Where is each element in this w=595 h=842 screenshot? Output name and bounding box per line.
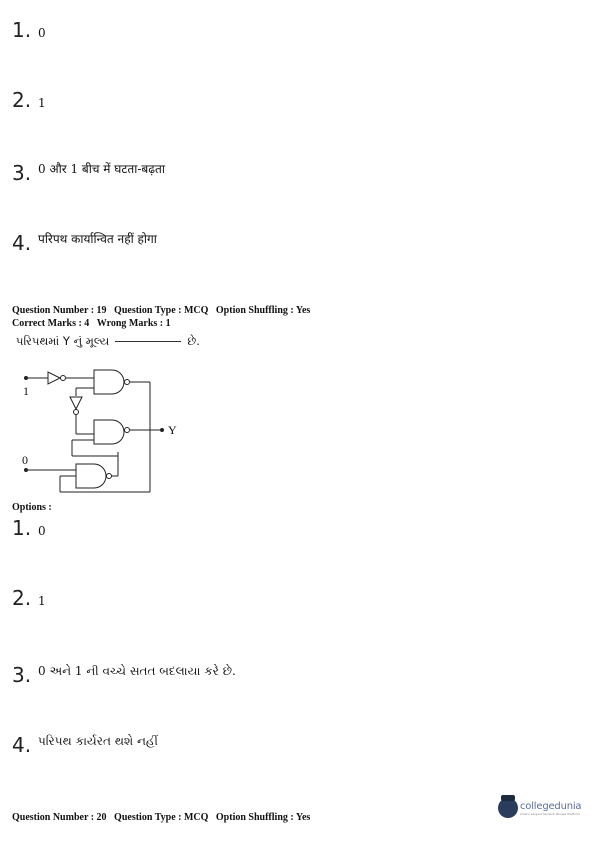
input-b-label: 0 (22, 453, 28, 467)
option-number: 1. (12, 516, 32, 540)
prev-option-2 (12, 88, 46, 112)
option-number: 1. (12, 18, 32, 42)
correct-marks: Correct Marks : 4 (12, 318, 90, 329)
option-text: 0 (38, 26, 46, 40)
option-number: 2. (12, 586, 32, 610)
option-number: 3. (12, 161, 32, 185)
options-heading: Options : (12, 502, 52, 513)
wrong-marks: Wrong Marks : 1 (96, 318, 171, 329)
prev-option-1 (12, 18, 46, 42)
option-2 (12, 586, 46, 610)
option-text: परिपथ कार्यान्वित नहीं होगा (38, 232, 157, 246)
option-text: 0 (38, 524, 46, 538)
option-number: 4. (12, 231, 32, 255)
option-text: 0 અને 1 ની વચ્ચે સતત બદલાયા કરે છે. (38, 664, 236, 678)
question-meta-line-2 (12, 318, 171, 329)
option-4 (12, 726, 158, 757)
question-prefix: પરિપથમાં Y નું મૂલ્ય (16, 334, 110, 348)
option-1 (12, 516, 46, 540)
prev-option-3 (12, 154, 165, 185)
logo-text (520, 801, 581, 816)
output-y-label: Y (168, 423, 177, 437)
question-meta-line-1 (12, 305, 310, 316)
option-3 (12, 656, 236, 687)
question-meta-line-1 (12, 812, 310, 823)
option-number: 2. (12, 88, 32, 112)
logo-name: collegedunia (520, 800, 582, 812)
logic-circuit-diagram (18, 364, 198, 494)
question-suffix: છે. (187, 334, 200, 348)
question-text (16, 334, 200, 349)
option-text: પરિપથ કાર્યરત થશે નહીં (38, 734, 158, 748)
option-text: 1 (38, 96, 46, 110)
answer-blank (115, 341, 181, 342)
option-number: 4. (12, 733, 32, 757)
question-number: Question Number : 19 (12, 305, 107, 316)
question-type: Question Type : MCQ (114, 305, 209, 316)
logo-tagline: India's Largest Student Review Platform (520, 811, 580, 816)
input-a-label: 1 (23, 384, 29, 398)
option-shuffling: Option Shuffling : Yes (215, 305, 311, 316)
option-number: 3. (12, 663, 32, 687)
option-text: 1 (38, 594, 46, 608)
option-shuffling: Option Shuffling : Yes (215, 812, 311, 823)
prev-option-4 (12, 224, 157, 255)
question-number: Question Number : 20 (12, 812, 107, 823)
collegedunia-logo (498, 798, 581, 818)
graduate-cap-icon (498, 798, 518, 818)
option-text: 0 और 1 बीच में घटता-बढ़ता (38, 162, 165, 176)
question-type: Question Type : MCQ (114, 812, 209, 823)
